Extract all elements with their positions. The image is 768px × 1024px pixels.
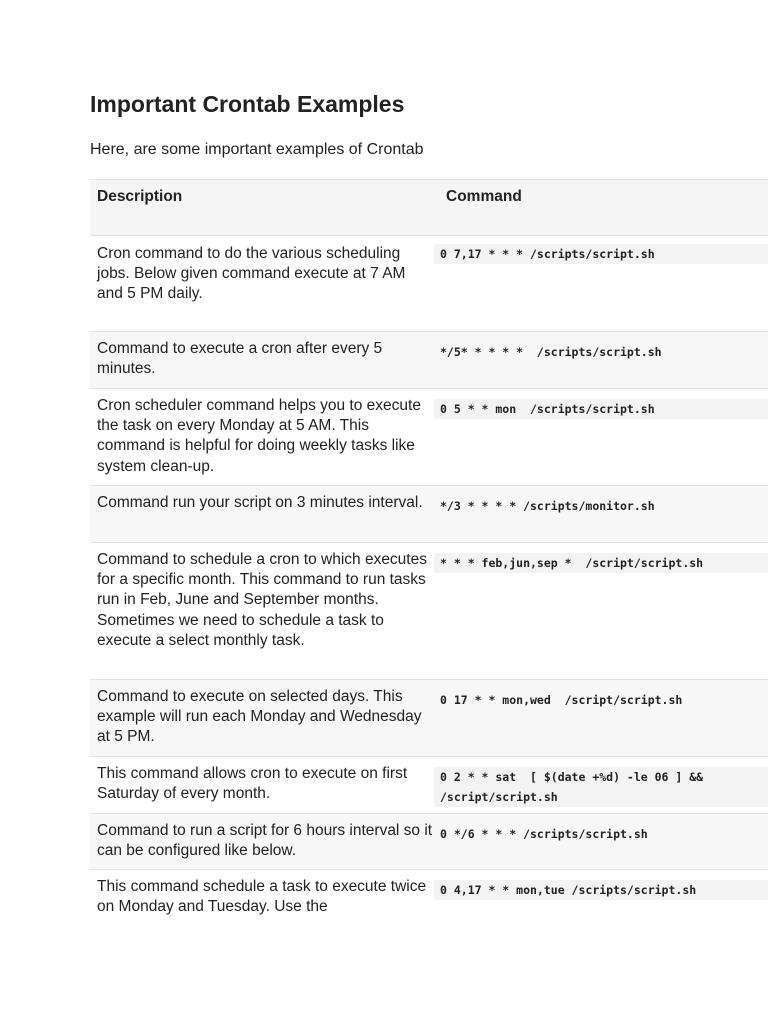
table-row <box>90 814 768 870</box>
row-command: 0 7,17 * * * /scripts/script.sh <box>434 244 768 264</box>
table-header-row <box>90 180 768 236</box>
crontab-examples-table <box>90 179 768 930</box>
row-description: Command to schedule a cron to which executes for a specific month. This command to run tasks run in Feb, June and September months. Sometimes we need to schedule a task to execute a select monthly task. <box>97 551 427 649</box>
row-command: 0 */6 * * * /scripts/script.sh <box>440 827 648 841</box>
row-description: This command schedule a task to execute twice on Monday and Tuesday. Use the <box>97 878 427 916</box>
row-description: Cron command to do the various scheduling jobs. Below given command execute at 7 AM and 5 PM daily. <box>97 245 406 303</box>
row-description: Command run your script on 3 minutes interval. <box>97 494 423 511</box>
table-row <box>90 486 768 543</box>
table-row <box>90 543 768 680</box>
table-row <box>90 332 768 389</box>
intro-text: Here, are some important examples of Crontab <box>90 141 424 158</box>
row-command: 0 17 * * mon,wed /script/script.sh <box>440 693 683 707</box>
row-description: Cron scheduler command helps you to execute the task on every Monday at 5 AM. This command is helpful for doing weekly tasks like system clean-up. <box>97 397 421 475</box>
row-command: 0 2 * * sat [ $(date +%d) -le 06 ] && /script/script.sh <box>434 767 768 807</box>
row-command: * * * feb,jun,sep * /script/script.sh <box>434 553 768 573</box>
column-header-command: Command <box>446 188 522 205</box>
table-row <box>90 870 768 930</box>
row-command: */3 * * * * /scripts/monitor.sh <box>440 499 655 513</box>
page-title: Important Crontab Examples <box>90 91 405 117</box>
table-row <box>90 236 768 332</box>
row-description: Command to execute a cron after every 5 minutes. <box>97 340 383 378</box>
table-row <box>90 389 768 486</box>
row-description: Command to run a script for 6 hours interval so it can be configured like below. <box>97 822 433 860</box>
table-row <box>90 680 768 757</box>
row-command: */5* * * * * /scripts/script.sh <box>440 345 662 359</box>
row-description: Command to execute on selected days. This example will run each Monday and Wednesday at 5 PM. <box>97 688 422 746</box>
column-header-description: Description <box>97 188 183 205</box>
row-command: 0 4,17 * * mon,tue /scripts/script.sh <box>434 880 768 900</box>
row-command: 0 5 * * mon /scripts/script.sh <box>434 399 768 419</box>
row-description: This command allows cron to execute on first Saturday of every month. <box>97 765 408 803</box>
table-row <box>90 757 768 814</box>
